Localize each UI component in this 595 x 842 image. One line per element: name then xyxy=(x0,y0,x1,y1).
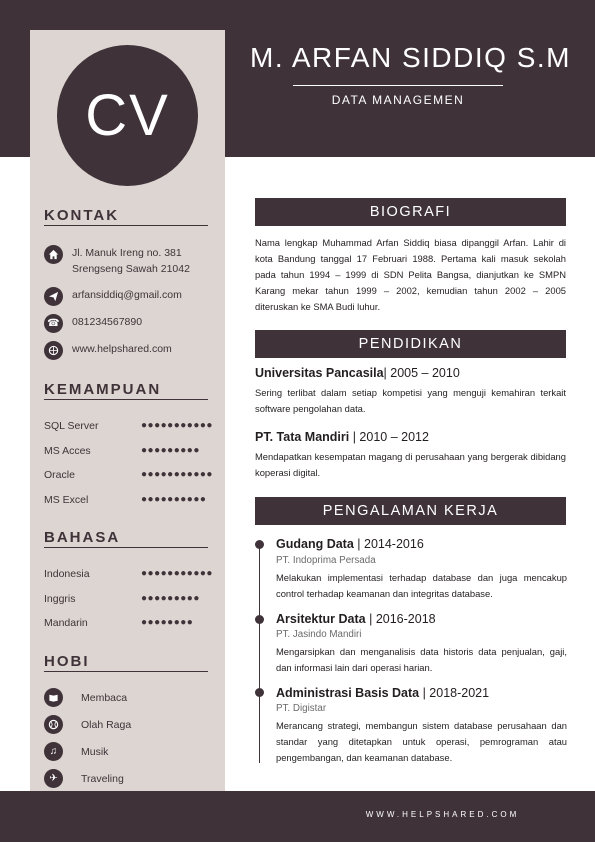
skill-row xyxy=(44,469,213,481)
language-row xyxy=(44,617,209,629)
job-desc: Mengarsipkan dan menganalisis data historis data penjualan, gaji, dan informasi lain dari operasi harian. xyxy=(276,646,567,673)
skill-rating: ●●●●●●●●●●● xyxy=(141,469,213,480)
language-rating: ●●●●●●●● xyxy=(141,617,194,628)
skill-rating: ●●●●●●●●●● xyxy=(141,494,207,505)
education-title xyxy=(255,366,460,380)
address-line-2: Srengseng Sawah 21042 xyxy=(72,263,190,275)
hobby-item xyxy=(44,742,108,761)
skill-name: SQL Server xyxy=(44,420,99,432)
hobby-item xyxy=(44,688,127,707)
timeline-dot xyxy=(255,540,264,549)
school-period: | 2005 – 2010 xyxy=(383,366,460,380)
job-company: PT. Digistar xyxy=(276,703,327,714)
hobby-label: Musik xyxy=(81,745,109,758)
hobby-label: Olah Raga xyxy=(81,718,132,731)
hobby-label: Membaca xyxy=(81,691,128,704)
skill-row xyxy=(44,494,209,506)
biography-text: Nama lengkap Muhammad Arfan Siddiq biasa dipanggil Arfan. Lahir di kota Bandung tanggal 17 Februari 1988. Pertama kali masuk sekolah pada tahun 1994 – 1999 di SDN Pelita Bangsa, dianjutkan ke SMPN Karang mekar tahun 1999 – 2002, kemudian tahun 2002 – 2005 diteruskan ke SMA Budi luhur. xyxy=(255,237,566,312)
skill-rating: ●●●●●●●●●●● xyxy=(141,420,213,431)
education-title xyxy=(255,430,429,444)
phone-icon: ☎ xyxy=(44,314,63,333)
phone-text: 081234567890 xyxy=(72,316,143,328)
home-icon xyxy=(44,245,63,264)
hobbies-heading: HOBI xyxy=(44,653,208,672)
job-title xyxy=(276,612,436,626)
skill-row xyxy=(44,420,213,432)
job-company: PT. Jasindo Mandiri xyxy=(276,629,362,640)
contact-email xyxy=(44,287,182,306)
language-name: Mandarin xyxy=(44,617,88,629)
website-text[interactable]: www.helpshared.com xyxy=(72,343,172,355)
hobby-item xyxy=(44,769,124,788)
language-row xyxy=(44,568,213,580)
job-role: Arsitektur Data xyxy=(276,612,366,626)
skill-name: Oracle xyxy=(44,469,75,481)
experience-heading: PENGALAMAN KERJA xyxy=(255,497,566,525)
job-title xyxy=(276,537,424,551)
job-period: | 2018-2021 xyxy=(419,686,490,700)
book-icon xyxy=(44,688,63,707)
hobby-label: Traveling xyxy=(81,772,124,785)
job-company: PT. Indoprima Persada xyxy=(276,555,376,566)
language-rating: ●●●●●●●●●●● xyxy=(141,568,213,579)
candidate-name: M. ARFAN SIDDIQ S.M xyxy=(250,42,571,73)
globe-icon xyxy=(44,341,63,360)
job-period: | 2016-2018 xyxy=(365,612,436,626)
job-role: Administrasi Basis Data xyxy=(276,686,420,700)
language-name: Inggris xyxy=(44,593,76,605)
contact-website xyxy=(44,341,172,360)
footer-website[interactable]: WWW.HELPSHARED.COM xyxy=(365,810,520,819)
school-name: PT. Tata Mandiri xyxy=(255,430,350,444)
skill-rating: ●●●●●●●●● xyxy=(141,445,200,456)
ball-icon xyxy=(44,715,63,734)
education-heading: PENDIDIKAN xyxy=(255,330,566,358)
music-icon: ♫ xyxy=(44,742,63,761)
skills-heading: KEMAMPUAN xyxy=(44,381,208,400)
candidate-role: DATA MANAGEMEN xyxy=(331,93,465,107)
contact-heading: KONTAK xyxy=(44,207,208,226)
cv-label: CV xyxy=(85,83,170,148)
education-desc: Sering terlibat dalam setiap kompetisi yang menguji kemahiran terkait software pengolahan data. xyxy=(255,387,566,414)
skill-row xyxy=(44,445,209,457)
language-name: Indonesia xyxy=(44,568,90,580)
timeline-dot xyxy=(255,688,264,697)
timeline-line xyxy=(259,545,260,763)
contact-address xyxy=(44,245,190,277)
name-divider xyxy=(293,85,503,86)
timeline-dot xyxy=(255,615,264,624)
job-role: Gudang Data xyxy=(276,537,354,551)
send-icon xyxy=(44,287,63,306)
skill-name: MS Acces xyxy=(44,445,91,457)
education-desc: Mendapatkan kesempatan magang di perusahaan yang bergerak dibidang koperasi digital. xyxy=(255,451,566,478)
hobby-item xyxy=(44,715,131,734)
language-rating: ●●●●●●●●● xyxy=(141,593,200,604)
plane-icon: ✈ xyxy=(44,769,63,788)
address-line-1: Jl. Manuk Ireng no. 381 xyxy=(72,247,182,259)
job-desc: Melakukan implementasi terhadap database dan juga mencakup control terhadap keamanan dan integritas database. xyxy=(276,572,567,599)
job-desc: Merancang strategi, membangun sistem database perusahaan dan standar yang ditetapkan untuk operasi, pemrograman atau pengembangan, dan keamanan database. xyxy=(276,720,567,763)
skill-name: MS Excel xyxy=(44,494,89,506)
job-title xyxy=(276,686,489,700)
languages-heading: BAHASA xyxy=(44,529,208,548)
language-row xyxy=(44,593,209,605)
cv-badge xyxy=(57,45,198,186)
job-period: | 2014-2016 xyxy=(353,537,424,551)
school-period: | 2010 – 2012 xyxy=(349,430,429,444)
biography-heading: BIOGRAFI xyxy=(255,198,566,226)
contact-phone xyxy=(44,314,142,333)
school-name: Universitas Pancasila xyxy=(255,366,384,380)
email-text[interactable]: arfansiddiq@gmail.com xyxy=(72,289,182,301)
